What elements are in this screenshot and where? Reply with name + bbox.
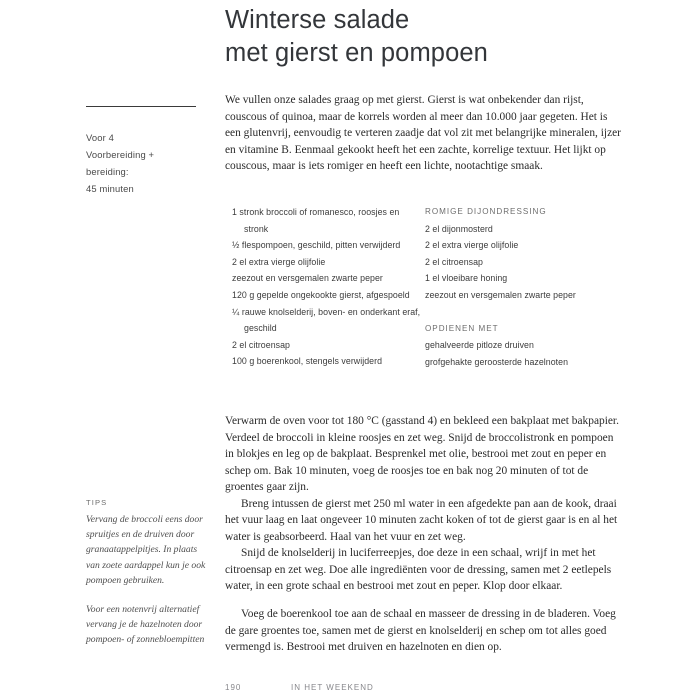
page-title (225, 4, 645, 70)
prep-time-value: 45 minuten (86, 183, 134, 194)
ingredient-item: 120 g gepelde ongekookte gierst, afgespoeld (232, 289, 410, 300)
tip-item: Vervang de broccoli eens door spruitjes en de druiven door granaatappelpitjes. In plaats van zoete aardappel kun je ook pompoen gebruiken. (86, 514, 206, 586)
ingredient-item: 100 g boerenkool, stengels verwijderd (232, 356, 383, 367)
ingredients-column-dressing (425, 204, 625, 370)
serve-with-item: grofgehakte geroosterde hazelnoten (425, 356, 569, 367)
method-step: Voeg de boerenkool toe aan de schaal en masseer de dressing in de bladeren. Voeg de gare groentes toe, samen met de gierst en knolselderij en schep om tot alles goed vermengd is. Bestrooi met druiven en hazelnoten en dien op. (225, 608, 616, 654)
ingredients-section (232, 204, 632, 370)
dressing-item: 2 el extra vierge olijfolie (425, 240, 519, 251)
sidebar-divider (86, 106, 196, 107)
method-section (225, 413, 625, 656)
tips-heading: TIPS (86, 498, 108, 507)
page-number: 190 (225, 683, 242, 692)
intro-section (225, 92, 625, 175)
dressing-item: 2 el citroensap (425, 256, 483, 267)
tips-section (86, 498, 208, 648)
dressing-item: 1 el vloeibare honing (425, 273, 508, 284)
serve-with-item: gehalveerde pitloze druiven (425, 340, 534, 351)
page-footer (225, 683, 625, 692)
ingredient-item: ½ flespompoen, geschild, pitten verwijderd (232, 240, 401, 251)
ingredient-item: zeezout en versgemalen zwarte peper (232, 273, 383, 284)
method-step: Snijd de knolselderij in luciferreepjes, doe deze in een schaal, wrijf in met het citroensap en zet weg. Doe alle ingrediënten voor de dressing, samen met 2 eetlepels water, in een grote schaal en bestrooi met zout en peper. Klop door elkaar. (225, 547, 612, 593)
dressing-heading: ROMIGE DIJONDRESSING (425, 207, 547, 216)
title-line-1: Winterse salade (225, 6, 410, 34)
ingredient-item: ¼ rauwe knolselderij, boven- en onderkant eraf, geschild (232, 306, 421, 334)
recipe-meta-sidebar (86, 106, 198, 197)
dressing-item: 2 el dijonmosterd (425, 223, 493, 234)
ingredients-spacer (425, 304, 625, 321)
footer-section-label: IN HET WEEKEND (291, 683, 374, 692)
servings-label: Voor 4 (86, 132, 115, 143)
ingredient-item: 1 stronk broccoli of romanesco, roosjes en stronk (232, 207, 400, 234)
title-line-2: met gierst en pompoen (225, 39, 488, 67)
prep-label-line-2: bereiding: (86, 166, 129, 177)
dressing-item: zeezout en versgemalen zwarte peper (425, 289, 576, 300)
prep-label-line-1: Voorbereiding + (86, 149, 155, 160)
ingredients-column-main (232, 204, 425, 370)
ingredient-item: 2 el citroensap (232, 339, 290, 350)
method-step: Verwarm de oven voor tot 180 °C (gasstand 4) en bekleed een bakplaat met bakpapier. Verdeel de broccoli in kleine roosjes en zet weg. Snijd de broccolistronk en pompoen in blokjes en leg op de bakplaat. Besprenkel met olie, bestrooi met zout en peper en schep om. Bak 10 minuten, voeg de roosjes toe en bak nog 20 minuten of tot de groentes gaar zijn. (225, 415, 619, 494)
intro-paragraph: We vullen onze salades graag op met gierst. Gierst is wat onbekender dan rijst, couscous of quinoa, maar de korrels worden al meer dan 10.000 jaar gegeten. Het is een glutenvrij, eenvoudig te verteren zaadje dat vol zit met belangrijke mineralen, ijzer en vitamine B. Eenmaal gekookt heeft het een zachte, korrelige textuur. Het lijkt op couscous, maar is iets romiger en heeft een lichte, nootachtige smaak. (225, 94, 621, 173)
tip-item: Voor een notenvrij alternatief vervang je de hazelnoten door pompoen- of zonnebloempitten (86, 604, 205, 646)
serve-with-heading: OPDIENEN MET (425, 323, 499, 333)
method-step: Breng intussen de gierst met 250 ml water in een afgedekte pan aan de kook, draai het vuur laag en laat ongeveer 10 minuten zacht koken of tot de gierst gaar is en al het water is geabsorbeerd. Haal van het vuur en zet weg. (225, 497, 618, 543)
ingredient-item: 2 el extra vierge olijfolie (232, 256, 326, 267)
